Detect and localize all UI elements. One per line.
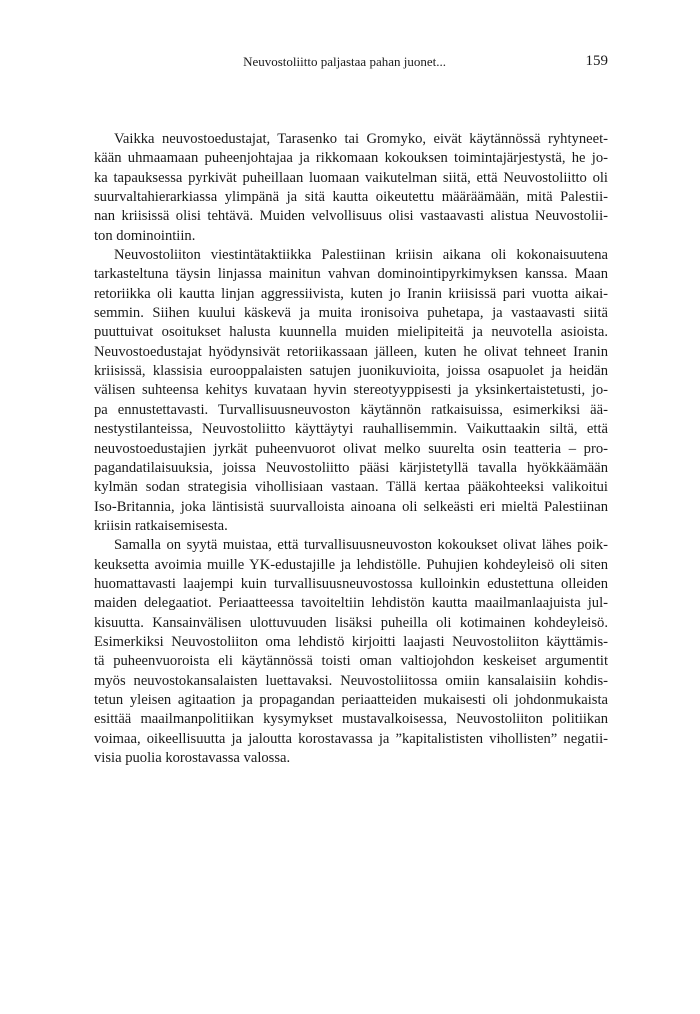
text-line: voimaa, oikeellisuutta ja jaloutta korostavassa ja ”kapitalististen vihollisten” negatii- — [94, 730, 608, 747]
text-line: ton dominointiin. — [94, 227, 196, 244]
text-line: retoriikka oli kautta linjan aggressiivista, kuten jo Iranin kriisissä pari vuotta aikai- — [94, 285, 608, 302]
text-line: myös neuvostokansalaisten luettavaksi. Neuvostoliitossa omiin kansalaisiin kohdis- — [94, 672, 608, 689]
text-line: kisuutta. Kansainvälisen ulottuvuuden lisäksi puheilla oli kotimainen kohdeyleisö. — [94, 614, 608, 631]
text-line: välisen suhteensa kehitys kuvataan hyvin stereotyyppisesti ja yksinkertaistetusti, jo- — [94, 382, 608, 399]
text-line: tarkasteltuna täysin linjassa mainitun vahvan dominointipyrkimyksen kanssa. Maan — [94, 266, 608, 283]
text-line: nan kriisissä olisi tehtävä. Muiden velvollisuus olisi vastaavasti alistua Neuvostolii- — [94, 208, 608, 225]
text-line: Neuvostoedustajat hyödynsivät retoriikassaan jälleen, kuten he olivat tehneet Iranin — [94, 343, 608, 360]
text-line: Samalla on syytä muistaa, että turvallisuusneuvoston kokoukset olivat lähes poik- — [114, 537, 608, 554]
text-line: maiden delegaatiot. Periaatteessa tavoiteltiin lehdistön kautta maailmanlaajuista jul- — [94, 595, 608, 612]
text-line: neuvostoedustajien jyrkät puheenvuorot olivat melko suurelta osin teatteria – pro- — [94, 440, 608, 457]
text-line: kään uhmaamaan puheenjohtajaa ja rikkomaan kokouksen toimintajärjestystä, he jo- — [94, 150, 608, 167]
paragraph — [94, 246, 608, 536]
running-title: Neuvostoliitto paljastaa pahan juonet... — [243, 54, 446, 69]
text-line: tetun yleisen agitaation ja propagandan periaatteiden mukaisesti oli johdonmukaista — [94, 691, 608, 708]
text-line: kylmän sodan strategisia vihollisiaan vastaan. Tällä kertaa pääkohteeksi valikoitui — [94, 479, 608, 496]
text-line: keuksetta avoimia muille YK-edustajille ja lehdistölle. Puhujien kohdeyleisö oli siten — [94, 556, 608, 573]
text-line: nestystilanteissa, Neuvostoliitto käyttäytyi rauhallisemmin. Vaikuttaakin siltä, että — [94, 421, 608, 438]
text-line: ka tapauksessa pyrkivät puheillaan luomaan vaikutelman siitä, että Neuvostoliitto oli — [94, 169, 608, 186]
text-line: pagandatilaisuuksia, joissa Neuvostoliitto pääsi kärjistetyllä tavalla hyökkäämään — [94, 459, 608, 476]
text-line: Vaikka neuvostoedustajat, Tarasenko tai Gromyko, eivät käytännössä ryhtyneet- — [114, 131, 608, 147]
text-line: puuttuivat osoitukset halusta kuunnella muiden mielipiteitä ja neuvotella asioista. — [94, 324, 608, 341]
text-line: huomattavasti laajempi kuin turvallisuusneuvostossa kulloinkin edustettuna olleiden — [94, 575, 608, 592]
text-line: Neuvostoliiton viestintätaktiikka Palestiinan kriisin aikana oli kokonaisuutena — [114, 247, 608, 264]
paragraph — [94, 130, 608, 246]
text-line: Iso-Britannia, joka läntisistä suurvalloista ainoana oli selkeästi eri mieltä Palestiinan — [94, 498, 608, 515]
text-line: kriisin ratkaisemisesta. — [94, 517, 228, 534]
text-line: esittää maailmanpolitiikan kysymykset mustavalkoisessa, Neuvostoliiton politiikan — [94, 711, 608, 728]
text-line: visia puolia korostavassa valossa. — [94, 750, 291, 766]
body-text — [94, 130, 608, 768]
text-line: Esimerkiksi Neuvostoliiton oma lehdistö kirjoitti laajasti Neuvostoliiton käyttämis- — [94, 633, 608, 650]
paragraph — [94, 536, 608, 768]
text-line: kriisissä, klassisia eurooppalaisten satujen juonikuvioita, joissa osapuolet ja heidän — [94, 363, 608, 380]
text-line: pa ennustettavasti. Turvallisuusneuvoston käytännön ratkaisuissa, esimerkiksi ää- — [94, 401, 608, 418]
page-number: 159 — [585, 53, 608, 69]
running-header — [94, 54, 608, 74]
text-line: suurvaltahierarkiassa ylimpänä ja sitä kautta oikeutettu määräämään, mitä Palestii- — [94, 189, 608, 206]
text-line: semmin. Siihen kuului käskevä ja muita ironisoiva puhetapa, ja vastaavasti siitä — [94, 305, 608, 322]
text-line: tä puheenvuoroista eli käytännössä toisti oman valtiojohdon keskeiset argumentit — [94, 653, 608, 670]
